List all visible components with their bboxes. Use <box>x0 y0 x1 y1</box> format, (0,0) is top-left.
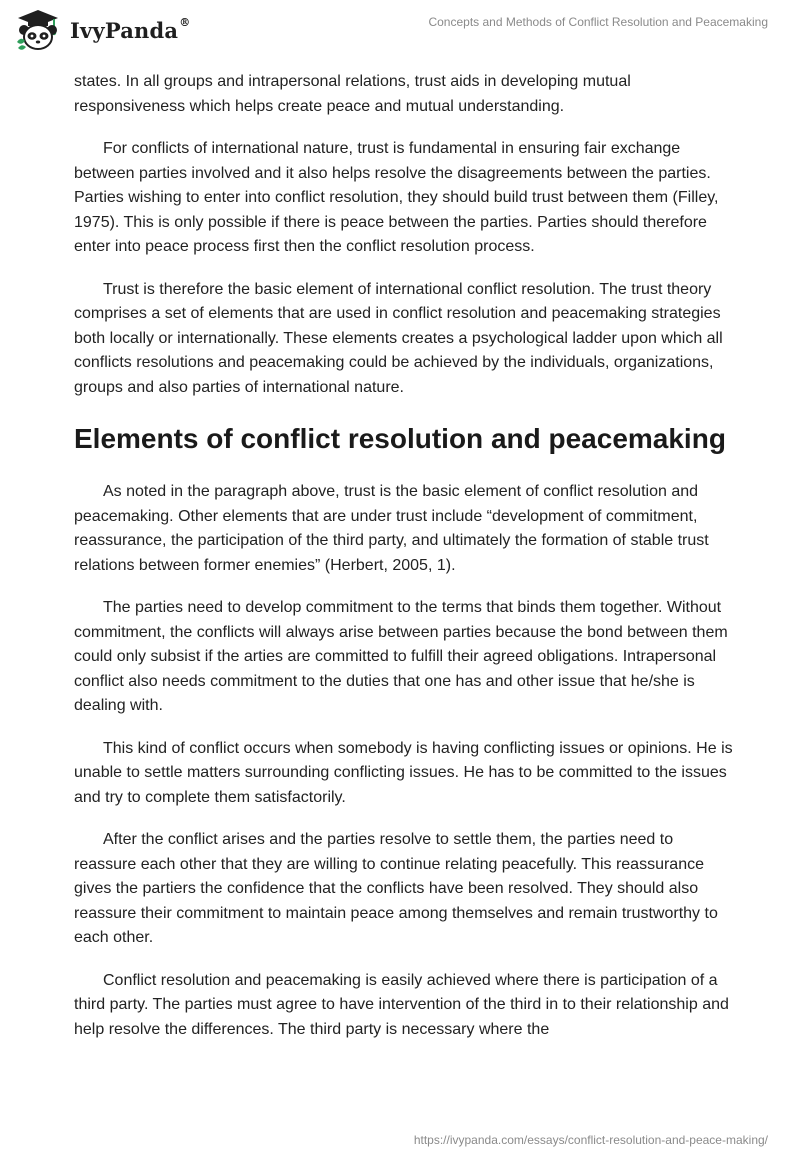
source-url-link[interactable]: https://ivypanda.com/essays/conflict-resolution-and-peace-making/ <box>413 1133 768 1147</box>
section-heading: Elements of conflict resolution and peacemaking <box>74 423 726 454</box>
paragraph-trust-intrapersonal: states. In all groups and intrapersonal relations, trust aids in developing mutual responsiveness which helps create peace and mutual understanding. <box>74 73 631 115</box>
ivypanda-logo[interactable] <box>14 8 190 52</box>
paragraph-elements-overview: As noted in the paragraph above, trust is the basic element of conflict resolution and peacemaking. Other elements that are under trust include “development of commitment, reassurance, the participation of the third party, and ultimately the formation of stable trust relations between former enemies” (Herbert, 2005, 1). <box>74 483 709 574</box>
paragraph-reassurance: After the conflict arises and the parties resolve to settle them, the parties need to reassure each other that they are willing to continue relating peacefully. This reassurance gives the partiers the confidence that the conflicts have been resolved. They should also reassure their commitment to maintain peace among themselves and remain trustworthy to each other. <box>74 831 718 946</box>
paragraph-third-party: Conflict resolution and peacemaking is easily achieved where there is participation of a third party. The parties must agree to have intervention of the third in to their relationship and help resolve the differences. The third party is necessary where the <box>74 971 729 1038</box>
document-title: Concepts and Methods of Conflict Resolution and Peacemaking <box>428 15 768 29</box>
panda-graduate-icon <box>14 8 62 52</box>
paragraph-international-trust: For conflicts of international nature, trust is fundamental in ensuring fair exchange between parties involved and it also helps resolve the disagreements between the parties. Parties wishing to enter into conflict resolution, they should build trust between them (Filley, 1975). This is only possible if there is peace between the parties. Parties should therefore enter into peace process first then the conflict resolution process. <box>74 140 719 255</box>
brand-name: IvyPanda® <box>70 15 191 43</box>
paragraph-intrapersonal-conflict: This kind of conflict occurs when somebody is having conflicting issues or opinions. He is unable to settle matters surrounding conflicting issues. He has to be committed to the issues and try to complete them satisfactorily. <box>74 739 733 806</box>
paragraph-commitment: The parties need to develop commitment to the terms that binds them together. Without commitment, the conflicts will always arise between parties because the bond between them could only subsist if the arties are committed to fulfill their agreed obligations. Intrapersonal conflict also needs commitment to the duties that one has and other issue that he/she is dealing with. <box>74 599 728 714</box>
paragraph-trust-theory: Trust is therefore the basic element of international conflict resolution. The trust theory comprises a set of elements that are used in conflict resolution and peacemaking strategies both locally or internationally. These elements creates a psychological ladder upon which all conflicts resolutions and peacemaking could be achieved by the individuals, organizations, groups and also parties of international nature. <box>74 280 723 396</box>
essay-body <box>74 70 734 1060</box>
page-header <box>0 0 800 70</box>
registered-mark: ® <box>179 15 191 29</box>
